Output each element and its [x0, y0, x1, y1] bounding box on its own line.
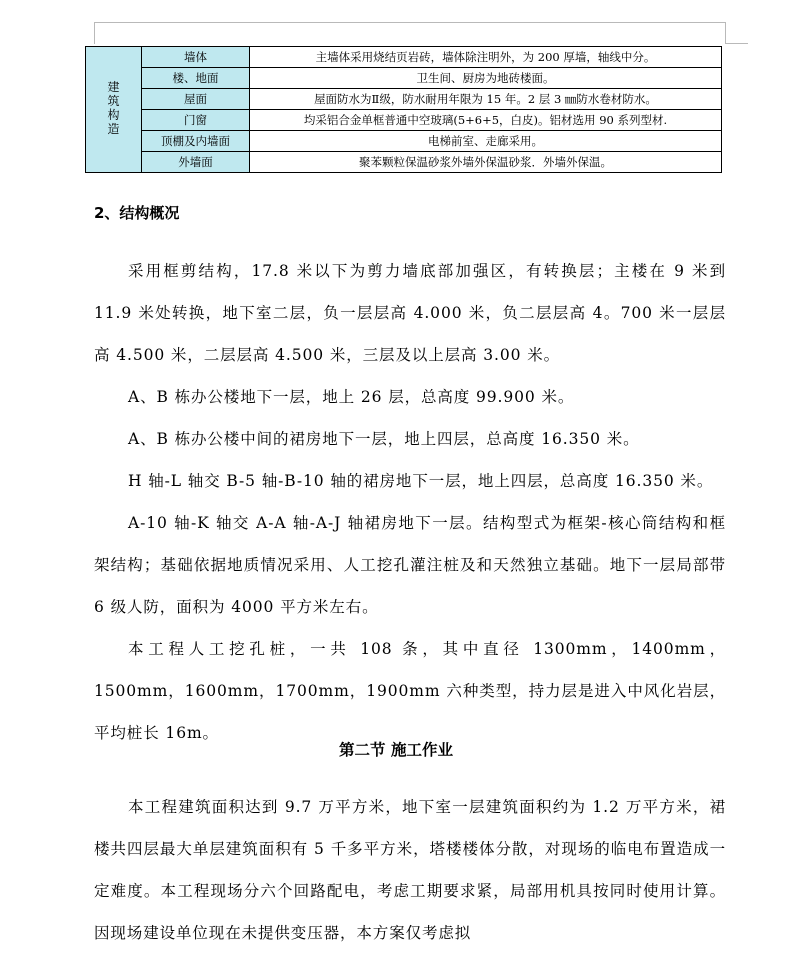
paragraph: A、B 栋办公楼中间的裙房地下一层，地上四层，总高度 16.350 米。 [128, 430, 640, 448]
paragraph: A-10 轴-K 轴交 A-A 轴-A-J 轴裙房地下一层。结构型式为框架-核心筒结构和框架结构；基础依据地质情况采用、人工挖孔灌注桩及和天然独立基础。地下一层局部带 6 级人防，面积为 4000 平方米左右。 [94, 514, 726, 616]
item-cell: 门窗 [142, 110, 250, 131]
desc-cell: 卫生间、厨房为地砖楼面。 [250, 68, 722, 89]
page-border-right [725, 22, 726, 44]
item-cell: 外墙面 [142, 152, 250, 173]
item-cell: 墙体 [142, 47, 250, 68]
table-row [86, 47, 722, 68]
paragraph: H 轴-L 轴交 B-5 轴-B-10 轴的裙房地下一层，地上四层，总高度 16.350 米。 [128, 472, 714, 490]
desc-cell: 屋面防水为Ⅱ级，防水耐用年限为 15 年。2 层 3 ㎜防水卷材防水。 [250, 89, 722, 110]
table-row [86, 110, 722, 131]
desc-cell: 均采铝合金单框普通中空玻璃(5+6+5，白皮)。铝材选用 90 系列型材. [250, 110, 722, 131]
table-row [86, 68, 722, 89]
crop-mark [726, 43, 748, 44]
desc-cell: 主墙体采用烧结页岩砖，墙体除注明外，为 200 厚墙，轴线中分。 [250, 47, 722, 68]
page-border-top [94, 22, 726, 23]
paragraph: A、B 栋办公楼地下一层，地上 26 层，总高度 99.900 米。 [128, 388, 575, 406]
item-cell: 楼、地面 [142, 68, 250, 89]
desc-cell: 聚苯颗粒保温砂浆外墙外保温砂浆．外墙外保温。 [250, 152, 722, 173]
construction-spec-table [85, 46, 722, 173]
page-border-left [94, 22, 95, 44]
paragraph: 采用框剪结构，17.8 米以下为剪力墙底部加强区，有转换层；主楼在 9 米到 11.9 米处转换，地下室二层，负一层层高 4.000 米，负二层层高 4。700 米一层层高 4.500 米，二层层高 4.500 米，三层及以上层高 3.00 米。 [94, 262, 726, 364]
section-title: 第二节 施工作业 [339, 741, 453, 759]
group-label-cell [86, 47, 142, 173]
item-cell: 顶棚及内墙面 [142, 131, 250, 152]
paragraph: 本工程人工挖孔桩，一共 108 条，其中直径 1300mm，1400mm，1500mm，1600mm，1700mm，1900mm 六种类型，持力层是进入中风化岩层，平均桩长 16m。 [94, 640, 726, 742]
table-row [86, 131, 722, 152]
desc-cell: 电梯前室、走廊采用。 [250, 131, 722, 152]
table-row [86, 89, 722, 110]
item-cell: 屋面 [142, 89, 250, 110]
paragraph: 本工程建筑面积达到 9.7 万平方米，地下室一层建筑面积约为 1.2 万平方米，裙楼共四层最大单层建筑面积有 5 千多平方米，塔楼楼体分散，对现场的临电布置造成一定难度。本工程现场分六个回路配电，考虑工期要求紧，局部用机具按同时使用计算。因现场建设单位现在未提供变压器，本方案仅考虑拟 [94, 798, 726, 942]
table-row [86, 152, 722, 173]
section-heading: 2、结构概况 [94, 204, 180, 222]
group-label: 建筑构造 [107, 80, 120, 136]
